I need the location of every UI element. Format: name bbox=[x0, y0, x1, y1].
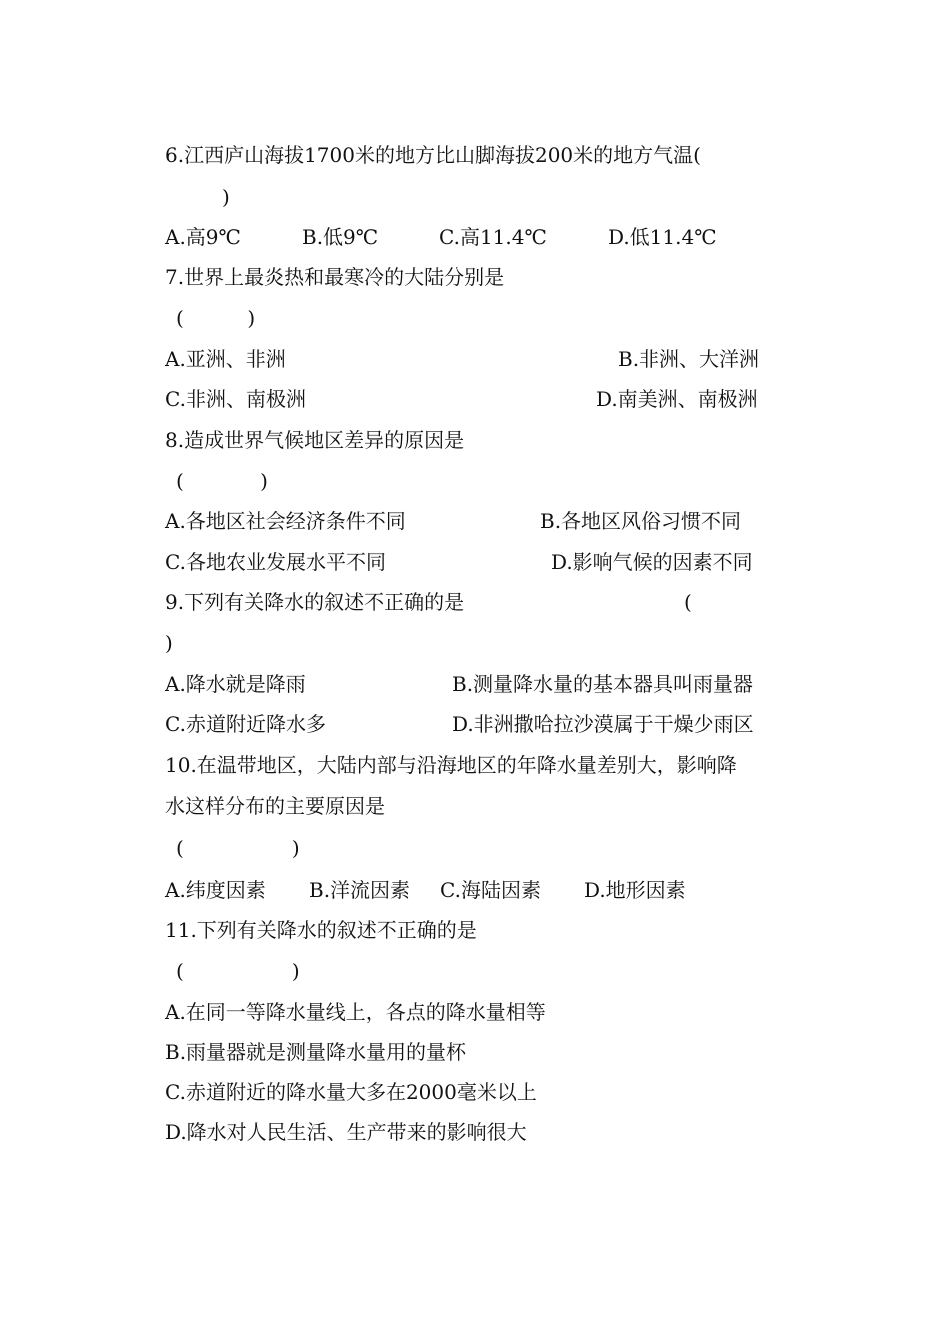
question-11-option-d: D.降水对人民生活、生产带来的影响很大 bbox=[165, 1120, 527, 1144]
question-7-option-d: D.南美洲、南极洲 bbox=[596, 387, 758, 411]
question-11-paren: ( ) bbox=[176, 959, 300, 983]
question-9-paren-close: ) bbox=[165, 631, 173, 655]
question-7-paren: ( ) bbox=[176, 306, 256, 330]
question-11-stem: 11.下列有关降水的叙述不正确的是 bbox=[165, 918, 477, 942]
question-10-option-c: C.海陆因素 bbox=[440, 878, 541, 902]
question-9-option-b: B.测量降水量的基本器具叫雨量器 bbox=[452, 672, 754, 696]
question-8-stem: 8.造成世界气候地区差异的原因是 bbox=[165, 428, 465, 452]
question-6-paren-close: ) bbox=[222, 185, 230, 209]
question-8-paren: ( ) bbox=[176, 469, 268, 493]
question-6-stem: 6.江西庐山海拔1700米的地方比山脚海拔200米的地方气温( bbox=[165, 143, 701, 167]
question-6-option-d: D.低11.4℃ bbox=[608, 225, 717, 249]
question-7-stem: 7.世界上最炎热和最寒冷的大陆分别是 bbox=[165, 265, 505, 289]
question-9-option-d: D.非洲撒哈拉沙漠属于干燥少雨区 bbox=[452, 712, 754, 736]
question-10-paren: ( ) bbox=[176, 836, 300, 860]
question-11-option-c: C.赤道附近的降水量大多在2000毫米以上 bbox=[165, 1080, 537, 1104]
question-10-stem-line-1: 10.在温带地区，大陆内部与沿海地区的年降水量差别大，影响降 bbox=[165, 753, 737, 777]
question-8-option-b: B.各地区风俗习惯不同 bbox=[540, 509, 742, 533]
question-9-option-c: C.赤道附近降水多 bbox=[165, 712, 326, 736]
question-7-option-b: B.非洲、大洋洲 bbox=[618, 347, 760, 371]
question-8-option-a: A.各地区社会经济条件不同 bbox=[165, 509, 406, 533]
question-9-stem: 9.下列有关降水的叙述不正确的是 bbox=[165, 590, 465, 614]
question-10-option-d: D.地形因素 bbox=[584, 878, 686, 902]
question-11-option-a: A.在同一等降水量线上，各点的降水量相等 bbox=[165, 1000, 546, 1024]
question-10-stem-line-2: 水这样分布的主要原因是 bbox=[165, 794, 385, 818]
question-9-paren-open: ( bbox=[684, 590, 692, 614]
question-7-option-c: C.非洲、南极洲 bbox=[165, 387, 306, 411]
question-6-option-c: C.高11.4℃ bbox=[439, 225, 547, 249]
question-11-option-b: B.雨量器就是测量降水量用的量杯 bbox=[165, 1040, 467, 1064]
question-8-option-c: C.各地农业发展水平不同 bbox=[165, 550, 386, 574]
question-10-option-a: A.纬度因素 bbox=[165, 878, 266, 902]
question-8-option-d: D.影响气候的因素不同 bbox=[551, 550, 753, 574]
question-9-option-a: A.降水就是降雨 bbox=[165, 672, 306, 696]
question-7-option-a: A.亚洲、非洲 bbox=[165, 347, 286, 371]
question-6-option-a: A.高9℃ bbox=[165, 225, 241, 249]
question-6-option-b: B.低9℃ bbox=[302, 225, 379, 249]
question-10-option-b: B.洋流因素 bbox=[309, 878, 411, 902]
